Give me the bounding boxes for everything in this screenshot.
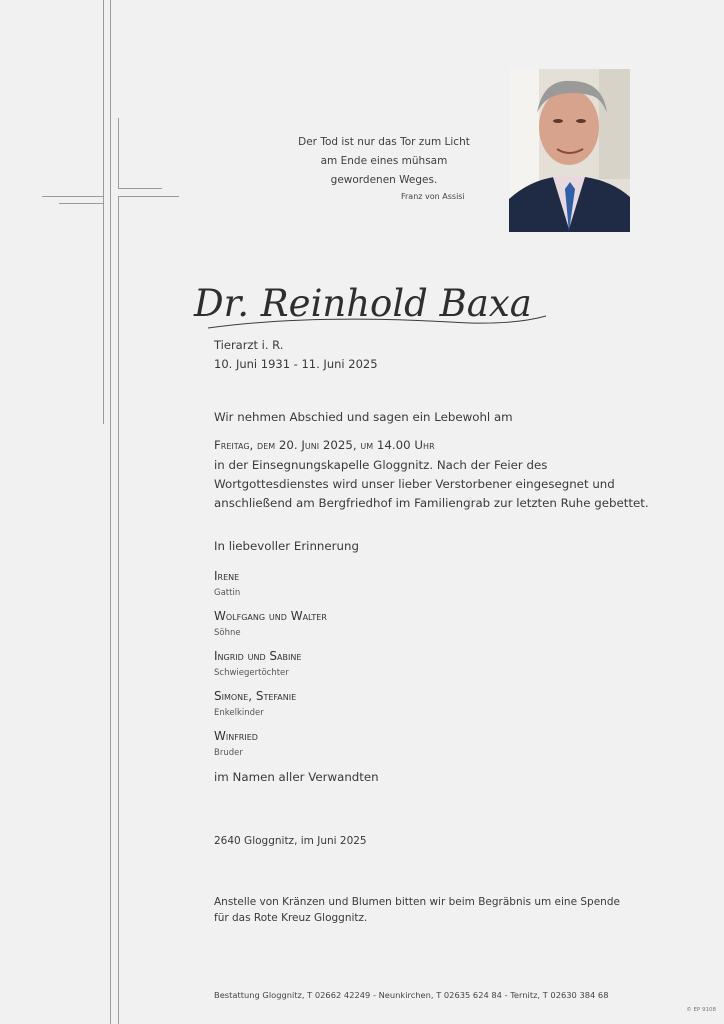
mourner-name: Irene (214, 569, 240, 583)
service-date: Freitag, dem 20. Juni 2025, um 14.00 Uhr (214, 438, 435, 452)
deceased-name (190, 270, 560, 340)
place-date: 2640 Gloggnitz, im Juni 2025 (214, 835, 367, 847)
mourner-role: Enkelkinder (214, 708, 264, 718)
portrait-photo (509, 69, 630, 232)
mourner-role: Schwiegertöchter (214, 668, 289, 678)
deceased-title: Tierarzt i. R. (214, 338, 284, 352)
quote (268, 133, 500, 190)
footer-contact: Bestattung Gloggnitz, T 02662 42249 - Neunkirchen, T 02635 624 84 - Ternitz, T 02630 384 68 (214, 990, 609, 1000)
mourner-name: Ingrid und Sabine (214, 649, 302, 663)
mourner-name: Wolfgang und Walter (214, 609, 327, 623)
service-details-line: in der Einsegnungskapelle Gloggnitz. Nach der Feier des (214, 458, 548, 472)
donation-line: Anstelle von Kränzen und Blumen bitten wir beim Begräbnis um eine Spende (214, 896, 620, 908)
service-intro: Wir nehmen Abschied und sagen ein Lebewohl am (214, 410, 513, 424)
mourners-closing: im Namen aller Verwandten (214, 770, 379, 784)
mourners-heading: In liebevoller Erinnerung (214, 539, 359, 553)
mourner-name: Winfried (214, 729, 258, 743)
mourner-role: Bruder (214, 748, 243, 758)
deceased-name-text: Dr. Reinhold Baxa (194, 282, 532, 325)
mourner-role: Söhne (214, 628, 241, 638)
service-details-line: anschließend am Bergfriedhof im Familiengrab zur letzten Ruhe gebettet. (214, 496, 649, 510)
quote-line: gewordenen Weges. (330, 174, 438, 186)
service-details-line: Wortgottesdienstes wird unser lieber Verstorbener eingesegnet und (214, 477, 615, 491)
service-details (214, 456, 649, 513)
quote-line: Der Tod ist nur das Tor zum Licht (298, 136, 470, 148)
donation-line: für das Rote Kreuz Gloggnitz. (214, 912, 368, 924)
quote-author: Franz von Assisi (401, 192, 465, 201)
quote-line: am Ende eines mühsam (320, 155, 448, 167)
deceased-dates: 10. Juni 1931 - 11. Juni 2025 (214, 357, 378, 371)
mourner-name: Simone, Stefanie (214, 689, 297, 703)
mourner-role: Gattin (214, 588, 241, 598)
donation-note (214, 894, 620, 926)
copyright: © EP 9108 (686, 1007, 716, 1013)
